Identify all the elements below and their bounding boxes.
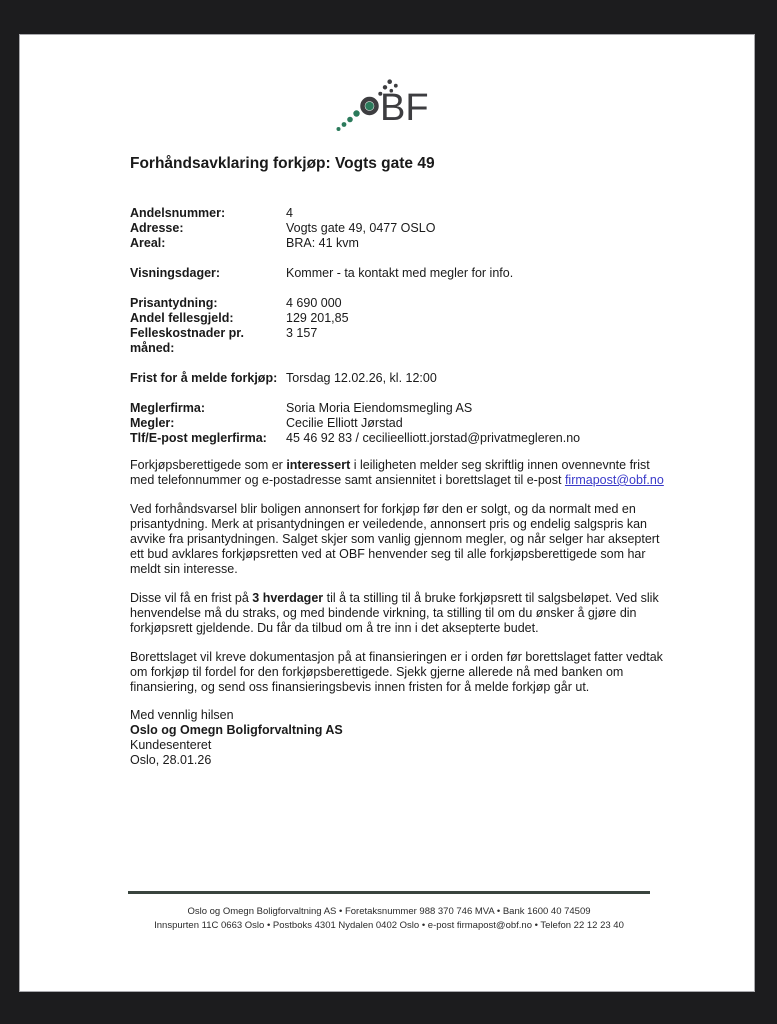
paragraph-text: Disse vil få en frist på [130,591,253,605]
signature-department: Kundesenteret [130,738,212,752]
paragraph-frist [130,591,668,636]
field-value: Soria Moria Eiendomsmegling AS [286,401,473,415]
document-content [20,153,754,768]
paragraph-text: til å ta stilling til å bruke forkjøpsrett til salgsbeløpet. Ved slik henvendelse må du straks, og med bindende virkning, ta stilling til om du ønsker å gjøre din forkjøpsrett gjeldende. Du får da tilbud om å tre inn i det aksepterte budet. [130,591,659,635]
field-row-prisantydning [130,296,668,311]
paragraph-interest [130,458,668,488]
footer-company-info: Oslo og Omegn Boligforvaltning AS • Foretaksnummer 988 370 746 MVA • Bank 1600 40 74509 [187,905,591,917]
field-row-areal [130,236,668,251]
field-label: Adresse: [130,221,184,235]
field-value: 4 690 000 [286,296,342,310]
obf-logo-icon [335,77,440,139]
paragraph-text: Forkjøpsberettigede som er [130,458,287,472]
field-value: Torsdag 12.02.26, kl. 12:00 [286,371,437,385]
signature-block [130,708,668,768]
field-value: 4 [286,206,293,220]
field-label: Meglerfirma: [130,401,206,415]
field-value: BRA: 41 kvm [286,236,359,250]
field-row-fellesgjeld [130,311,668,326]
field-label: Tlf/E-post meglerfirma: [130,431,267,445]
paragraph-bold-text: 3 hverdager [252,591,324,605]
obf-logo [20,77,754,139]
paragraph-text: i leiligheten melder seg skriftlig innen ovennevnte frist med telefonnummer og e-postadresse samt ansiennitet i borettslaget til e-post [130,458,650,487]
field-label: Megler: [130,416,175,430]
footer-contact-info: Innspurten 11C 0663 Oslo • Postboks 4301 Nydalen 0402 Oslo • e-post firmapost@obf.no • Telefon 22 12 23 40 [154,919,624,931]
paragraph-forhandsvarsel: Ved forhåndsvarsel blir boligen annonsert for forkjøp før den er solgt, og da normalt med en prisantydning. Merk at prisantydningen er veiledende, annonsert pris og endelig salgspris kan avvike fra prisantydningen. Salget skjer som vanlig gjennom megler, og når selger har akseptert ett bud avklares forkjøpsretten ved at OBF henvender seg til alle forkjøpsberettigede som har meldt sin interesse. [130,502,660,576]
field-row-adresse [130,221,668,236]
field-label: Andel fellesgjeld: [130,311,234,325]
field-label: Felleskostnader pr. måned: [130,326,244,355]
signature-place-date: Oslo, 28.01.26 [130,753,212,767]
email-link[interactable]: firmapost@obf.no [564,473,664,487]
field-value: 45 46 92 83 / cecilieelliott.jorstad@privatmegleren.no [286,431,581,445]
field-row-meglerfirma [130,401,668,416]
svg-text:BF: BF [379,87,429,129]
footer-divider [128,891,650,894]
field-row-visningsdager [130,266,668,281]
field-label: Andelsnummer: [130,206,226,220]
field-row-felleskostnader [130,326,668,356]
field-row-megler [130,416,668,431]
field-label: Prisantydning: [130,296,218,310]
document-page [19,34,755,992]
field-row-andelsnummer [130,206,668,221]
paragraph-bold-text: interessert [286,458,351,472]
document-footer [128,891,650,933]
field-label: Frist for å melde forkjøp: [130,371,278,385]
signature-company: Oslo og Omegn Boligforvaltning AS [130,723,343,737]
field-row-kontakt [130,431,668,446]
info-fields [130,206,668,446]
field-value: 3 157 [286,326,318,340]
field-label: Areal: [130,236,166,250]
field-value: Cecilie Elliott Jørstad [286,416,403,430]
page-title: Forhåndsavklaring forkjøp: Vogts gate 49 [130,155,435,172]
field-value: Kommer - ta kontakt med megler for info. [286,266,514,280]
paragraph-finansiering: Borettslaget vil kreve dokumentasjon på at finansieringen er i orden før borettslaget fatter vedtak om forkjøp til fordel for den forkjøpsberettigede. Sjekk gjerne allerede nå med banken om finansiering, og send oss finansieringsbevis innen fristen for å melde forkjøp går ut. [130,650,663,694]
field-label: Visningsdager: [130,266,221,280]
field-row-frist [130,371,668,386]
field-value: 129 201,85 [286,311,349,325]
field-value: Vogts gate 49, 0477 OSLO [286,221,436,235]
signature-greeting: Med vennlig hilsen [130,708,234,722]
